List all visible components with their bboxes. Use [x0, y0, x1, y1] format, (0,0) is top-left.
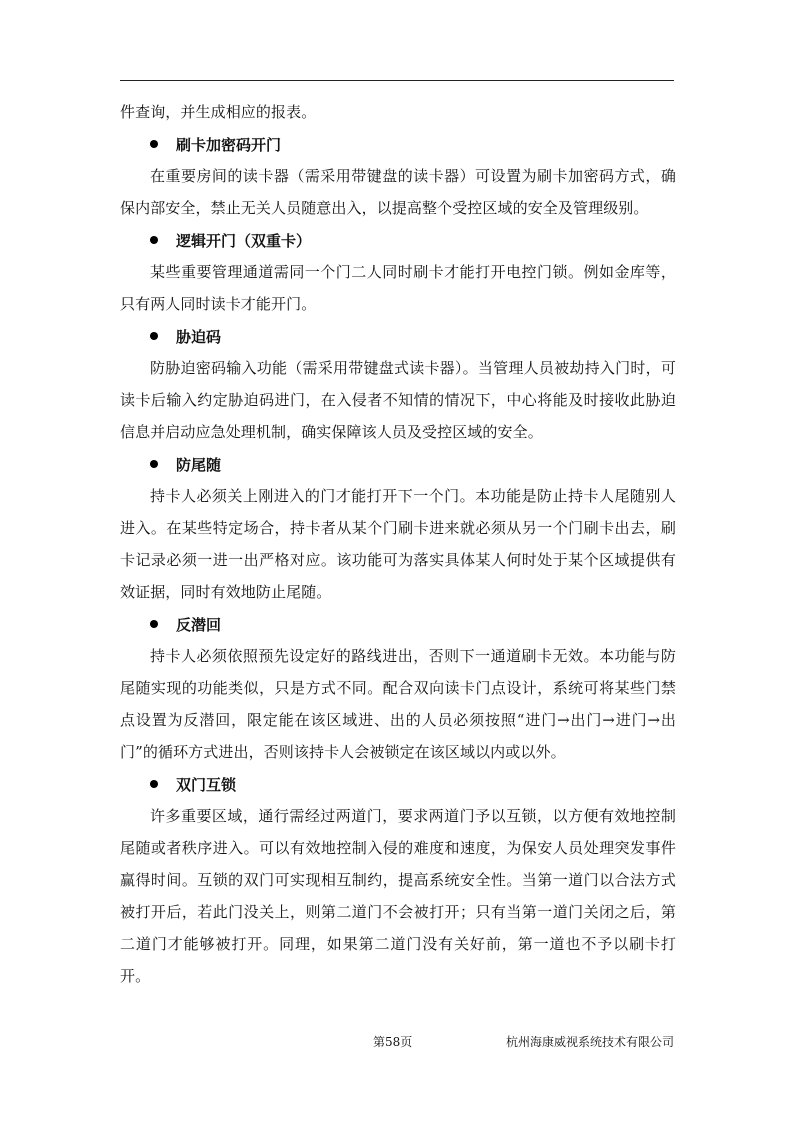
paragraph: 在重要房间的读卡器（需采用带键盘的读卡器）可设置为刷卡加密码方式，确保内部安全，禁止无关人员随意出入，以提高整个受控区域的安全及管理级别。 — [120, 167, 676, 217]
section-heading — [120, 448, 676, 480]
bullet-icon — [150, 140, 158, 148]
section-heading — [120, 224, 676, 256]
header-rule — [120, 80, 674, 81]
section-heading-text: 胁迫码 — [176, 327, 222, 346]
page-number: 第58页 — [373, 1035, 413, 1049]
paragraph: 件查询，并生成相应的报表。 — [120, 103, 317, 121]
section-heading-text: 刷卡加密码开门 — [176, 135, 282, 154]
section-heading-text: 防尾随 — [176, 455, 222, 474]
bullet-icon — [150, 460, 158, 468]
bullet-icon — [150, 780, 158, 788]
section-heading — [120, 320, 676, 352]
paragraph: 许多重要区域，通行需经过两道门，要求两道门予以互锁，以方便有效地控制尾随或者秩序进入。可以有效地控制入侵的难度和速度，为保安人员处理突发事件赢得时间。互锁的双门可实现相互制约，提高系统安全性。当第一道门以合法方式被打开后，若此门没关上，则第二道门不会被打开；只有当第一道门关闭之后，第二道门才能够被打开。同理，如果第二道门没有关好前，第一道也不予以刷卡打开。 — [120, 807, 676, 985]
company-name: 杭州海康威视系统技术有限公司 — [505, 1035, 674, 1049]
section-heading — [120, 128, 676, 160]
section-heading-text: 反潜回 — [176, 615, 222, 634]
page-footer — [120, 1033, 674, 1051]
paragraph: 防胁迫密码输入功能（需采用带键盘式读卡器）。当管理人员被劫持入门时，可读卡后输入约定胁迫码进门，在入侵者不知情的情况下，中心将能及时接收此胁迫信息并启动应急处理机制，确实保障该人员及受控区域的安全。 — [120, 359, 676, 441]
bullet-icon — [150, 620, 158, 628]
bullet-icon — [150, 332, 158, 340]
paragraph: 某些重要管理通道需同一个门二人同时刷卡才能打开电控门锁。例如金库等，只有两人同时读卡才能开门。 — [120, 263, 676, 313]
paragraph: 持卡人必须依照预先设定好的路线进出，否则下一通道刷卡无效。本功能与防尾随实现的功能类似，只是方式不同。配合双向读卡门点设计，系统可将某些门禁点设置为反潜回，限定能在该区域进、出的人员必须按照“进门→出门→进门→出门”的循环方式进出，否则该持卡人会被锁定在该区域以内或以外。 — [120, 647, 676, 761]
section-heading-text: 逻辑开门（双重卡） — [176, 231, 312, 250]
section-heading — [120, 608, 676, 640]
section-heading-text: 双门互锁 — [176, 775, 237, 794]
paragraph: 持卡人必须关上刚进入的门才能打开下一个门。本功能是防止持卡人尾随别人进入。在某些特定场合，持卡者从某个门刷卡进来就必须从另一个门刷卡出去，刷卡记录必须一进一出严格对应。该功能可为落实具体某人何时处于某个区域提供有效证据，同时有效地防止尾随。 — [120, 487, 676, 601]
section-heading — [120, 768, 676, 800]
document-body — [120, 96, 676, 992]
bullet-icon — [150, 236, 158, 244]
